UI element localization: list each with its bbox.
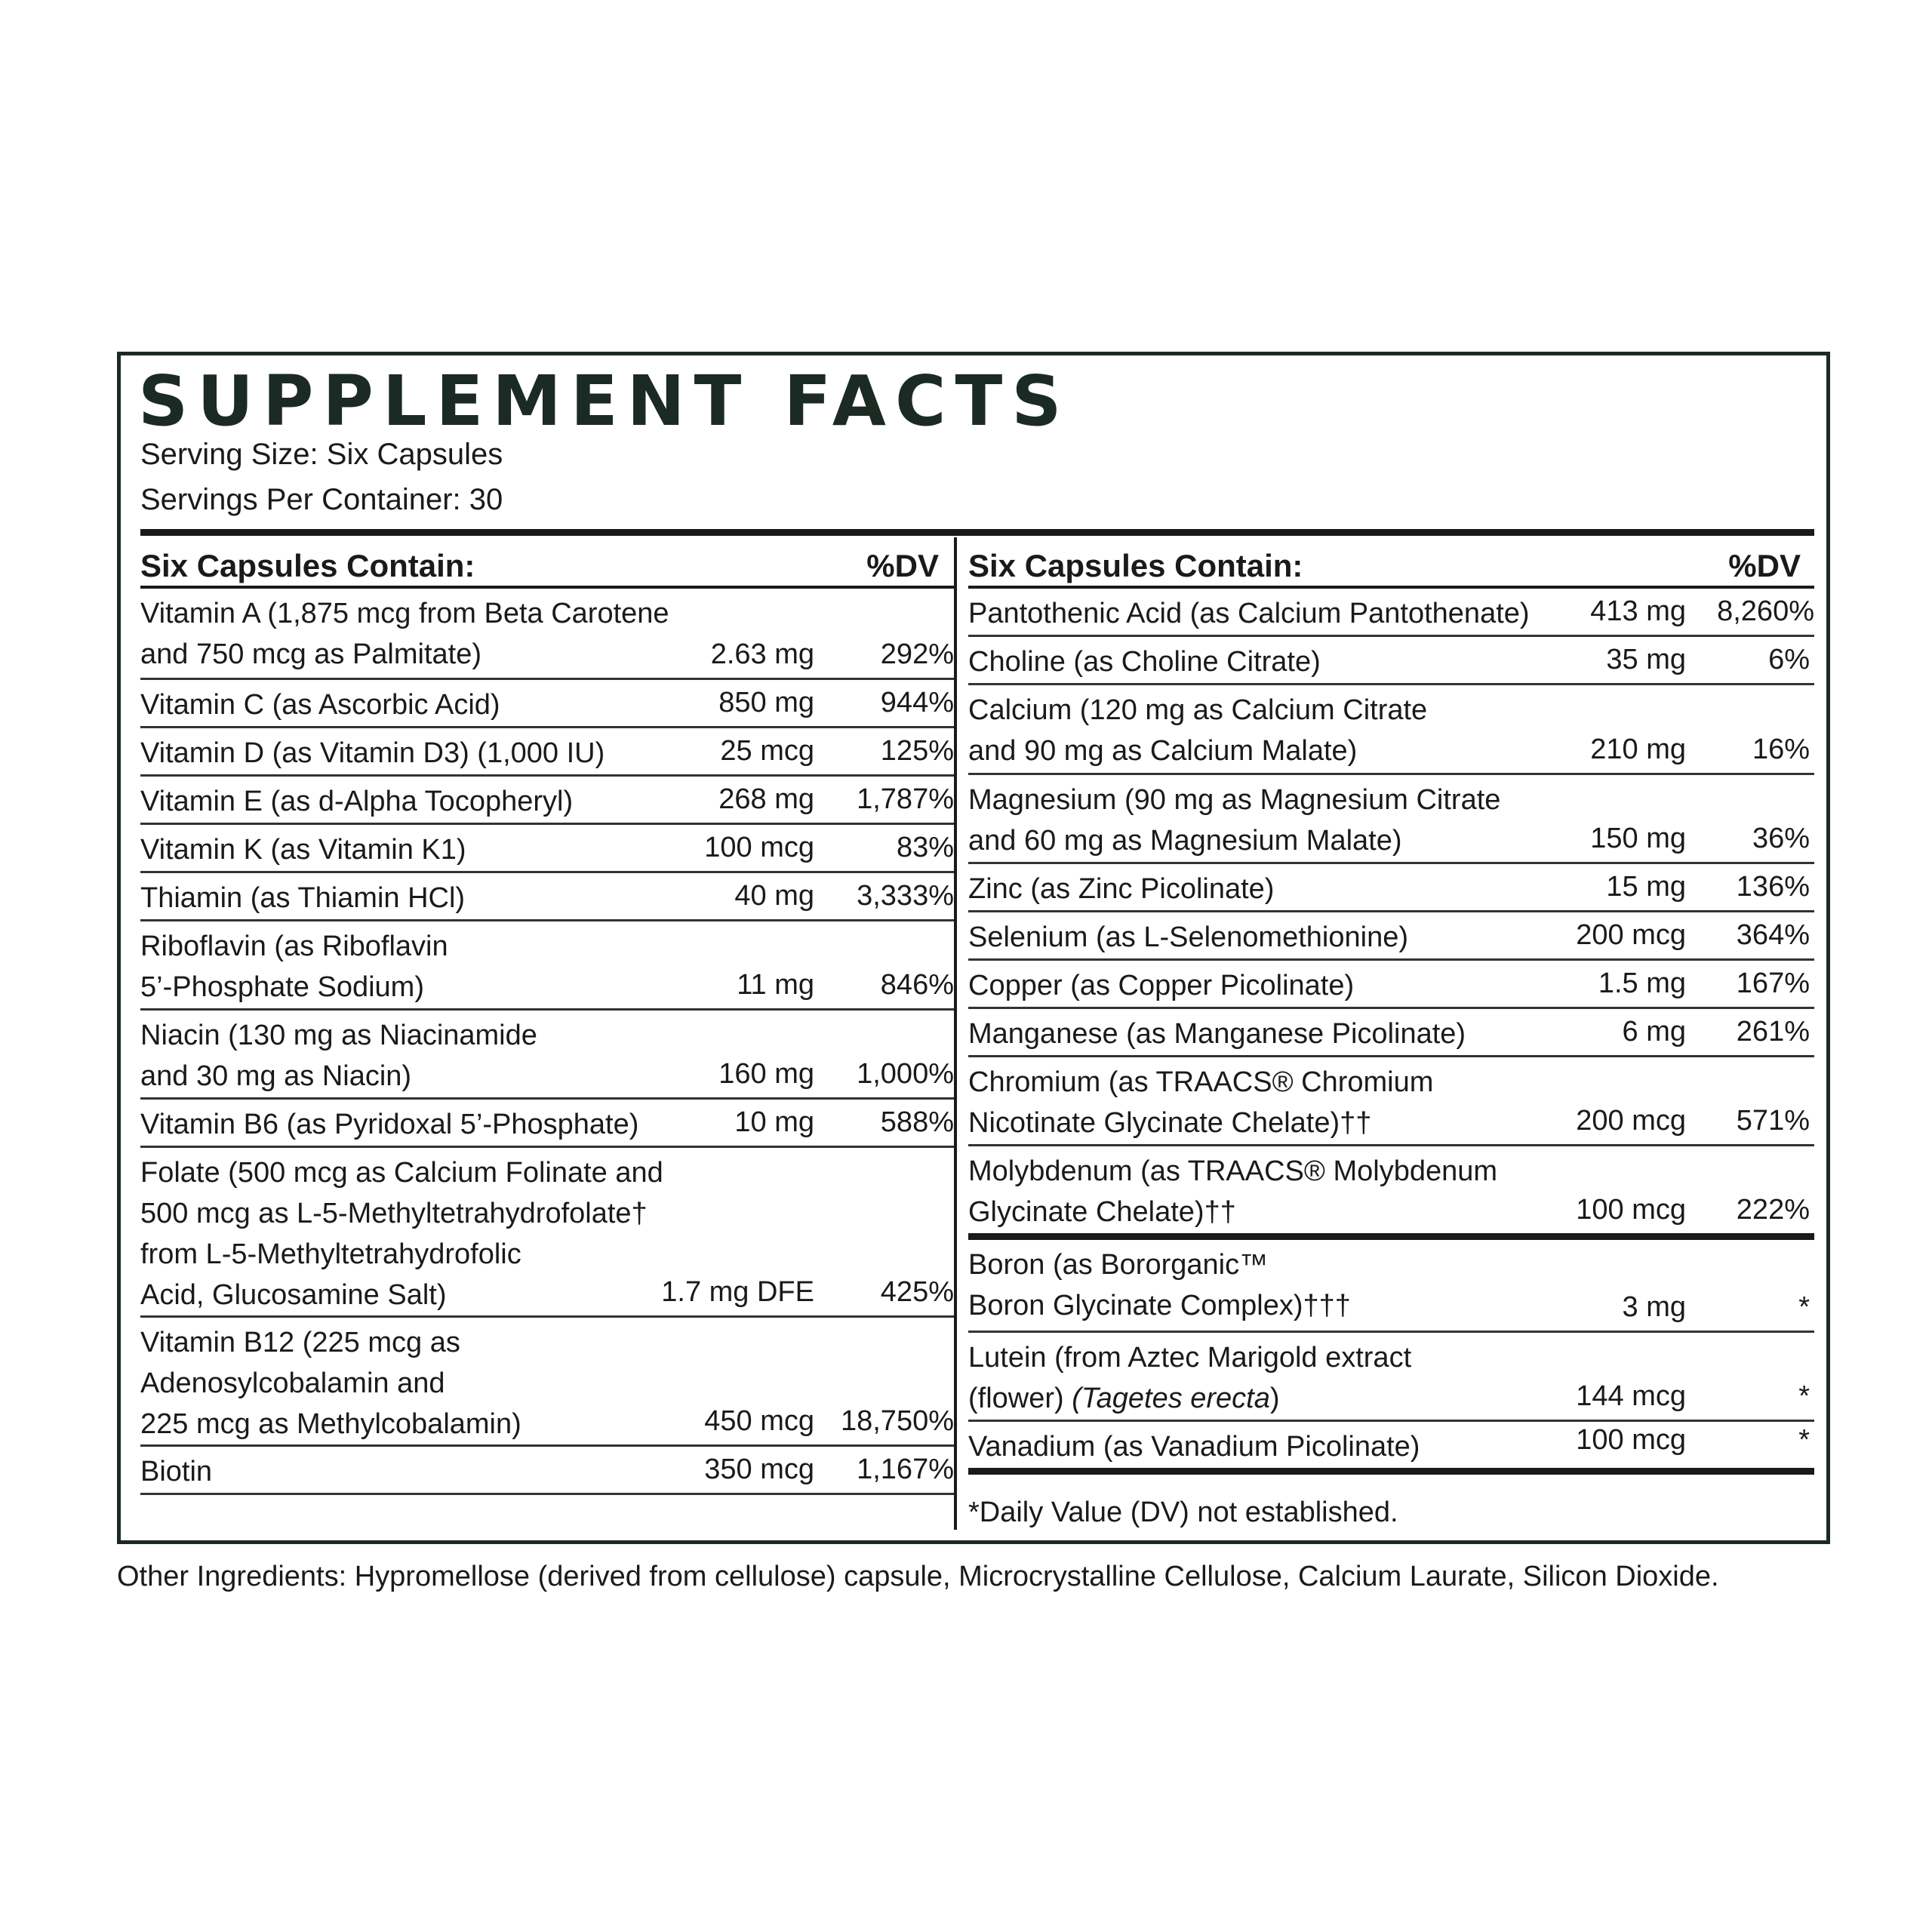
- nutrient-row: [968, 1240, 1814, 1333]
- nutrient-name: Vitamin K (as Vitamin K1): [140, 834, 466, 866]
- nutrient-amount: 100 mcg: [704, 832, 814, 863]
- nutrient-dv: 364%: [1736, 919, 1810, 951]
- nutrient-name: Vitamin D (as Vitamin D3) (1,000 IU): [140, 737, 605, 769]
- nutrient-amount: 450 mcg: [704, 1405, 814, 1437]
- nutrient-amount: 15 mg: [1606, 871, 1686, 903]
- nutrient-name: Vitamin B12 (225 mcg as Adenosylcobalamin and 225 mcg as Methylcobalamin): [140, 1327, 521, 1440]
- nutrient-amount: 268 mg: [718, 783, 814, 815]
- header-divider: [140, 529, 1814, 536]
- nutrient-name: Vitamin E (as d-Alpha Tocopheryl): [140, 786, 574, 817]
- nutrient-row: [140, 921, 954, 1011]
- servings-per-container: Servings Per Container: 30: [140, 483, 503, 516]
- nutrient-name: Choline (as Choline Citrate): [968, 646, 1321, 678]
- nutrient-dv: 18,750%: [840, 1405, 954, 1437]
- nutrient-row: [968, 589, 1814, 637]
- column-header-dv: %DV: [866, 548, 939, 583]
- nutrient-row: [968, 637, 1814, 685]
- nutrient-amount: 150 mg: [1590, 823, 1686, 854]
- nutrient-name: Molybdenum (as TRAACS® Molybdenum Glycinate Chelate)††: [968, 1155, 1498, 1228]
- column-divider: [954, 537, 957, 1530]
- nutrient-row: [968, 1009, 1814, 1057]
- column-header-dv: %DV: [1728, 548, 1801, 583]
- nutrient-row: [140, 589, 954, 680]
- nutrient-dv: 167%: [1736, 968, 1810, 999]
- nutrient-row: [968, 1057, 1814, 1146]
- nutrient-dv: 222%: [1736, 1194, 1810, 1226]
- nutrient-row: [968, 685, 1814, 775]
- nutrient-amount: 35 mg: [1606, 644, 1686, 675]
- right-column: [968, 536, 1814, 1517]
- nutrient-name: Biotin: [140, 1456, 213, 1487]
- nutrient-row: [140, 873, 954, 921]
- left-column-header: [140, 536, 954, 589]
- nutrient-dv: *: [1798, 1380, 1810, 1412]
- other-ingredients: Other Ingredients: Hypromellose (derived from cellulose) capsule, Microcrystalline Cellulose, Calcium Laurate, Silicon Dioxide.: [117, 1561, 1719, 1592]
- nutrient-row: [140, 1100, 954, 1148]
- nutrient-name: Riboflavin (as Riboflavin 5’-Phosphate Sodium): [140, 931, 448, 1003]
- nutrient-name: [968, 1337, 1411, 1419]
- nutrient-amount: 210 mg: [1590, 734, 1686, 765]
- nutrient-dv: 292%: [880, 638, 954, 670]
- nutrient-amount: 1.5 mg: [1598, 968, 1686, 999]
- nutrient-name: Niacin (130 mg as Niacinamide and 30 mg as Niacin): [140, 1020, 537, 1092]
- nutrient-amount: 200 mcg: [1576, 1105, 1686, 1137]
- nutrient-row: [968, 864, 1814, 912]
- nutrient-dv: 261%: [1736, 1016, 1810, 1048]
- nutrient-name: Folate (500 mcg as Calcium Folinate and 500 mcg as L-5-Methyltetrahydrofolate† from L-5-Methyltetrahydrofolic Acid, Glucosamine Salt): [140, 1157, 663, 1311]
- nutrient-amount: 200 mcg: [1576, 919, 1686, 951]
- lutein-name-close: ): [1269, 1383, 1280, 1414]
- nutrient-row: [968, 961, 1814, 1009]
- nutrient-amount: 100 mcg: [1576, 1424, 1686, 1456]
- nutrient-row: [140, 728, 954, 777]
- nutrient-dv: 588%: [880, 1106, 954, 1138]
- lutein-name-text: Lutein (from Aztec Marigold extract (flower): [968, 1342, 1412, 1414]
- nutrient-name: Thiamin (as Thiamin HCl): [140, 882, 466, 914]
- nutrient-name: Vitamin C (as Ascorbic Acid): [140, 689, 500, 721]
- daily-value-footnote: *Daily Value (DV) not established.: [968, 1497, 1398, 1528]
- nutrient-row: [140, 1447, 954, 1495]
- nutrient-amount: 10 mg: [734, 1106, 814, 1138]
- nutrient-row: [968, 775, 1814, 864]
- nutrient-name: Calcium (120 mg as Calcium Citrate and 90 mg as Calcium Malate): [968, 694, 1428, 767]
- nutrient-row: [140, 1148, 954, 1318]
- nutrient-dv: 571%: [1736, 1105, 1810, 1137]
- nutrient-dv: 425%: [880, 1276, 954, 1308]
- nutrient-name: Vitamin A (1,875 mcg from Beta Carotene and 750 mcg as Palmitate): [140, 598, 669, 670]
- nutrient-amount: 1.7 mg DFE: [661, 1276, 814, 1308]
- left-column: [140, 536, 954, 1517]
- nutrient-dv: *: [1798, 1291, 1810, 1323]
- nutrient-amount: 6 mg: [1622, 1016, 1686, 1048]
- nutrient-row: [968, 1146, 1814, 1240]
- nutrient-dv: 136%: [1736, 871, 1810, 903]
- nutrient-row: [140, 680, 954, 728]
- nutrient-name: Chromium (as TRAACS® Chromium Nicotinate Glycinate Chelate)††: [968, 1066, 1434, 1139]
- nutrient-name: Manganese (as Manganese Picolinate): [968, 1018, 1466, 1050]
- right-column-header: [968, 536, 1814, 589]
- nutrient-amount: 144 mcg: [1576, 1380, 1686, 1412]
- nutrient-row: [968, 912, 1814, 961]
- nutrient-amount: 850 mg: [718, 687, 814, 718]
- nutrient-dv: 16%: [1752, 734, 1810, 765]
- nutrient-dv: 36%: [1752, 823, 1810, 854]
- nutrient-dv: 83%: [896, 832, 954, 863]
- nutrient-amount: 3 mg: [1622, 1291, 1686, 1323]
- nutrient-amount: 160 mg: [718, 1058, 814, 1090]
- lutein-latin-name: (Tagetes erecta: [1072, 1383, 1270, 1414]
- nutrient-name: Selenium (as L-Selenomethionine): [968, 921, 1408, 953]
- nutrient-name: Pantothenic Acid (as Calcium Pantothenate): [968, 598, 1530, 629]
- nutrient-amount: 350 mcg: [704, 1454, 814, 1485]
- nutrient-row: [140, 1011, 954, 1100]
- nutrient-name: Vanadium (as Vanadium Picolinate): [968, 1431, 1420, 1463]
- nutrient-name: Vitamin B6 (as Pyridoxal 5’-Phosphate): [140, 1109, 639, 1140]
- nutrient-name: Magnesium (90 mg as Magnesium Citrate and 60 mg as Magnesium Malate): [968, 784, 1501, 857]
- nutrient-dv: 1,167%: [857, 1454, 954, 1485]
- nutrient-amount: 11 mg: [737, 969, 814, 1001]
- nutrient-dv: 1,787%: [857, 783, 954, 815]
- nutrient-name: Zinc (as Zinc Picolinate): [968, 873, 1275, 905]
- nutrient-amount: 413 mg: [1590, 595, 1686, 627]
- nutrient-amount: 2.63 mg: [710, 638, 814, 670]
- nutrient-dv: 6%: [1768, 644, 1810, 675]
- nutrient-dv: 125%: [880, 735, 954, 767]
- page-title: SUPPLEMENT FACTS: [138, 361, 1071, 441]
- nutrient-row: [140, 825, 954, 873]
- nutrient-dv: *: [1798, 1424, 1810, 1456]
- nutrient-name: Copper (as Copper Picolinate): [968, 970, 1355, 1001]
- column-header-label: Six Capsules Contain:: [968, 548, 1303, 583]
- nutrient-dv: 3,333%: [857, 880, 954, 912]
- nutrient-dv: 846%: [880, 969, 954, 1001]
- nutrient-row: [968, 1333, 1814, 1422]
- nutrient-amount: 100 mcg: [1576, 1194, 1686, 1226]
- column-header-label: Six Capsules Contain:: [140, 548, 475, 583]
- nutrient-dv: 944%: [880, 687, 954, 718]
- nutrient-row: [968, 1422, 1814, 1475]
- nutrient-row: [140, 777, 954, 825]
- nutrient-amount: 40 mg: [734, 880, 814, 912]
- nutrient-amount: 25 mcg: [720, 735, 814, 767]
- serving-size: Serving Size: Six Capsules: [140, 438, 503, 471]
- nutrient-name: Boron (as Bororganic™ Boron Glycinate Complex)†††: [968, 1249, 1351, 1321]
- nutrient-dv: 1,000%: [857, 1058, 954, 1090]
- nutrient-row: [140, 1318, 954, 1447]
- nutrient-dv: 8,260%: [1717, 595, 1814, 627]
